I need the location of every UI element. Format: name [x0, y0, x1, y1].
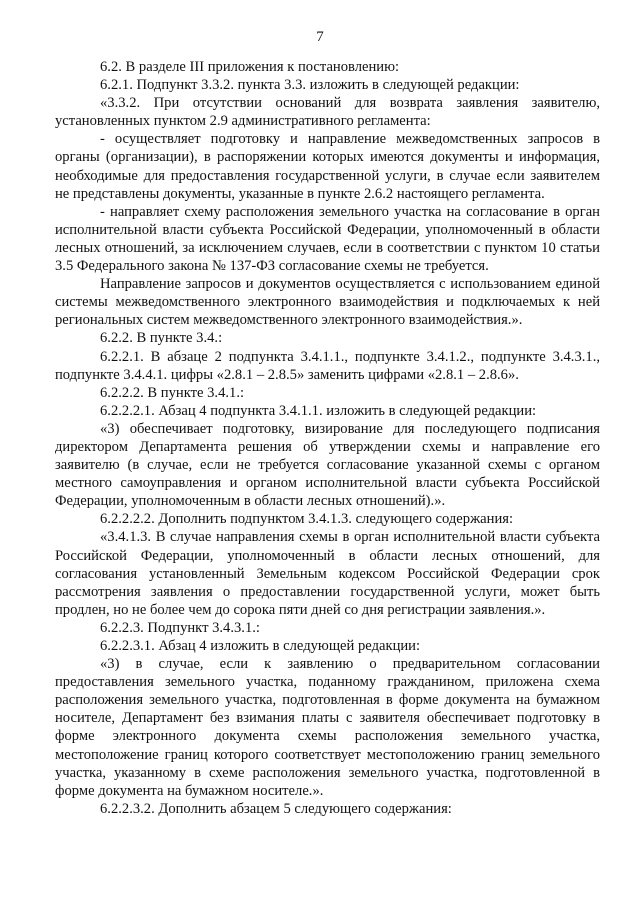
paragraph-6-2-2-3-2: 6.2.2.3.2. Дополнить абзацем 5 следующего содержания:: [100, 800, 452, 817]
paragraph-quote-item-3-scheme: «3) в случае, если к заявлению о предварительном согласовании предоставления земельного участка, поданному гражданином, приложена схема расположения земельного участка, подготовленная в форме документа на бумажном носителе, Департамент без взимания платы с заявителя обеспечивает подготовку в форме электронного документа схемы расположения земельного участка, местоположение границ которого соответствует местоположению границ земельного участка, указанному в схеме расположения земельного участка, подготовленной в форме документа на бумажном носителе.».: [55, 656, 600, 799]
page-number: 7: [316, 29, 324, 45]
document-body: [55, 58, 600, 818]
paragraph-6-2-2-2-2: 6.2.2.2.2. Дополнить подпунктом 3.4.1.3. следующего содержания:: [100, 511, 514, 528]
paragraph-6-2-1: 6.2.1. Подпункт 3.3.2. пункта 3.3. изложить в следующей редакции:: [100, 77, 520, 94]
paragraph-bullet-requests: - осуществляет подготовку и направление межведомственных запросов в органы (организации), в распоряжении которых имеются документы и информация, необходимые для предоставления государственной услуги, в случае если заявителем не представлены документы, указанные в пункте 2.6.2 настоящего регламента.: [55, 131, 600, 202]
paragraph-6-2-2-3: 6.2.2.3. Подпункт 3.4.3.1.:: [100, 619, 260, 636]
paragraph-quote-item-3: «3) обеспечивает подготовку, визирование для последующего подписания директором Департамента решения об утверждении схемы и направление его заявителю (в случае, если не требуется согласование указанной схемы с органом местного самоуправления и органом исполнительной власти субъекта Российской Федерации, уполномоченным в области лесных отношений).».: [55, 420, 600, 510]
paragraph-6-2-2-2: 6.2.2.2. В пункте 3.4.1.:: [100, 384, 245, 401]
paragraph-quote-3-3-2: «3.3.2. При отсутствии оснований для возврата заявления заявителю, установленных пунктом 2.9 административного регламента:: [55, 95, 600, 130]
paragraph-6-2-2: 6.2.2. В пункте 3.4.:: [100, 330, 223, 347]
paragraph-6-2-2-1: 6.2.2.1. В абзаце 2 подпункта 3.4.1.1., подпункте 3.4.1.2., подпункте 3.4.3.1., подпункте 3.4.4.1. цифры «2.8.1 – 2.8.5» заменить цифрами «2.8.1 – 2.8.6».: [55, 348, 600, 383]
paragraph-bullet-scheme: - направляет схему расположения земельного участка на согласование в орган исполнительной власти субъекта Российской Федерации, уполномоченный в области лесных отношений, за исключением случаев, если в соответствии с пунктом 10 статьи 3.5 Федерального закона № 137-ФЗ согласование схемы не требуется.: [55, 203, 600, 275]
paragraph-6-2-2-3-1: 6.2.2.3.1. Абзац 4 изложить в следующей редакции:: [100, 638, 421, 654]
paragraph-6-2-2-2-1: 6.2.2.2.1. Абзац 4 подпункта 3.4.1.1. изложить в следующей редакции:: [100, 402, 537, 419]
paragraph-interaction-system: Направление запросов и документов осуществляется с использованием единой системы межведомственного электронного взаимодействия и подключаемых к ней региональных систем межведомственного электронного взаимодействия.».: [55, 276, 600, 329]
paragraph-quote-3-4-1-3: «3.4.1.3. В случае направления схемы в орган исполнительной власти субъекта Российской Федерации, уполномоченный в области лесных отношений, для согласования установленный Земельным кодексом Российской Федерации срок рассмотрения заявления о предоставлении государственной услуги, может быть продлен, но не более чем до сорока пяти дней со дня регистрации заявления.».: [55, 529, 600, 618]
paragraph-section-6-2: 6.2. В разделе III приложения к постановлению:: [100, 59, 400, 75]
